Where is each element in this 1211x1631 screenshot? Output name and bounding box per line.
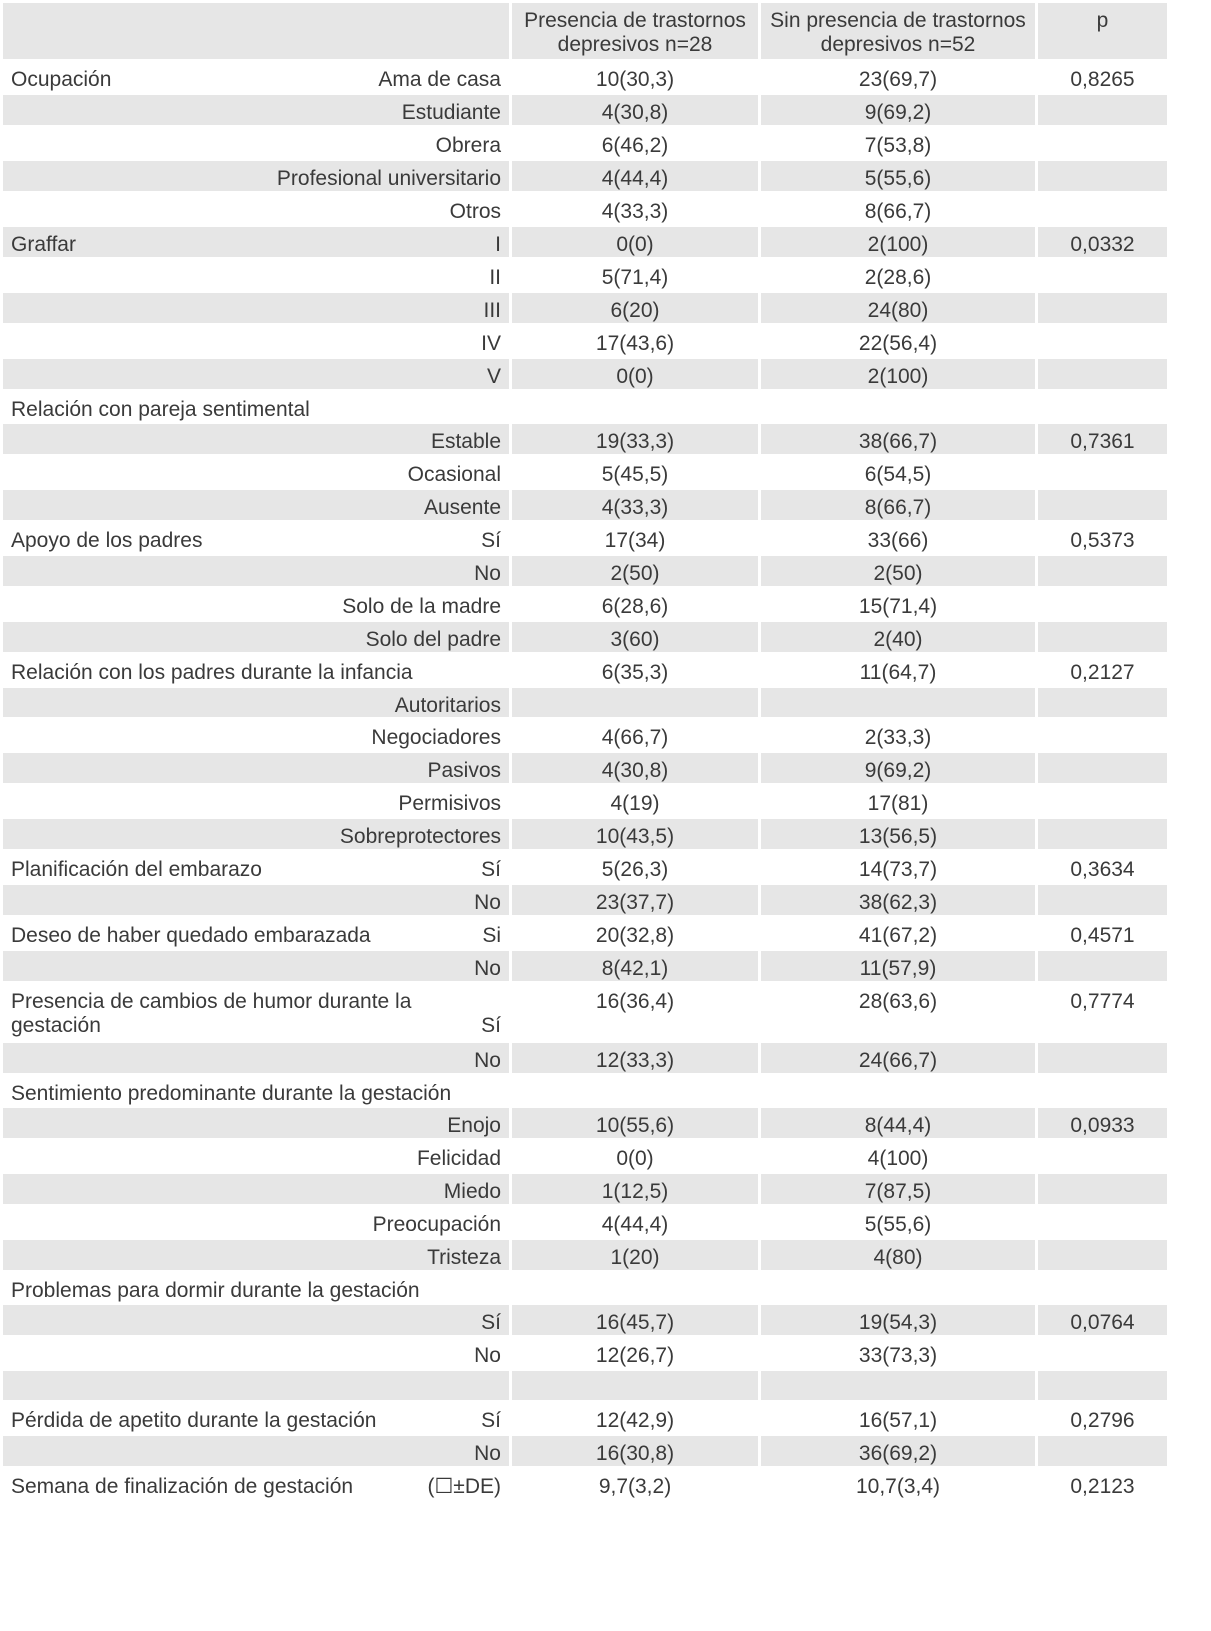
row-label-cell bbox=[3, 1207, 512, 1240]
header-presence: Presencia de trastornos depresivos n=28 bbox=[512, 3, 761, 62]
row-label-cell bbox=[3, 720, 512, 753]
table-row bbox=[3, 720, 1167, 753]
row-label-cell bbox=[3, 951, 512, 984]
presence-value-cell: 12(26,7) bbox=[512, 1338, 761, 1371]
absence-value-cell: 13(56,5) bbox=[761, 819, 1038, 852]
row-category: Deseo de haber quedado embarazada bbox=[11, 924, 371, 947]
row-label-cell bbox=[3, 1108, 512, 1141]
table-row bbox=[3, 457, 1167, 490]
row-label-cell bbox=[3, 1436, 512, 1469]
presence-value-cell: 4(66,7) bbox=[512, 720, 761, 753]
table-row bbox=[3, 326, 1167, 359]
absence-value-cell: 24(66,7) bbox=[761, 1043, 1038, 1076]
presence-value-cell bbox=[512, 1076, 761, 1108]
row-subcategory: No bbox=[474, 1442, 501, 1465]
p-value-cell bbox=[1038, 1338, 1167, 1371]
absence-value-cell bbox=[761, 1076, 1038, 1108]
absence-value-cell: 4(100) bbox=[761, 1141, 1038, 1174]
p-value-cell bbox=[1038, 293, 1167, 326]
row-subcategory: No bbox=[474, 562, 501, 585]
presence-value-cell bbox=[512, 1273, 761, 1305]
table-row bbox=[3, 424, 1167, 457]
row-label-cell bbox=[3, 786, 512, 819]
p-value-cell bbox=[1038, 753, 1167, 786]
p-value-cell: 0,7361 bbox=[1038, 424, 1167, 457]
row-label-cell bbox=[3, 490, 512, 523]
p-value-cell bbox=[1038, 720, 1167, 753]
table-row bbox=[3, 1141, 1167, 1174]
row-label-cell bbox=[3, 753, 512, 786]
presence-value-cell: 5(71,4) bbox=[512, 260, 761, 293]
table-row bbox=[3, 1108, 1167, 1141]
row-label-cell bbox=[3, 622, 512, 655]
header-label bbox=[3, 3, 512, 62]
p-value-cell bbox=[1038, 194, 1167, 227]
row-label-cell bbox=[3, 457, 512, 490]
p-value-cell bbox=[1038, 1273, 1167, 1305]
row-label-cell bbox=[3, 885, 512, 918]
p-value-cell bbox=[1038, 1043, 1167, 1076]
p-value-cell bbox=[1038, 951, 1167, 984]
table-row bbox=[3, 688, 1167, 720]
row-subcategory: Felicidad bbox=[416, 1147, 501, 1170]
p-value-cell bbox=[1038, 885, 1167, 918]
p-value-cell: 0,5373 bbox=[1038, 523, 1167, 556]
table-row bbox=[3, 1076, 1167, 1108]
row-label-cell bbox=[3, 819, 512, 852]
absence-value-cell: 2(50) bbox=[761, 556, 1038, 589]
absence-value-cell: 38(66,7) bbox=[761, 424, 1038, 457]
p-value-cell bbox=[1038, 1371, 1167, 1403]
p-value-cell: 0,0332 bbox=[1038, 227, 1167, 260]
p-value-cell bbox=[1038, 128, 1167, 161]
presence-value-cell: 5(26,3) bbox=[512, 852, 761, 885]
absence-value-cell: 6(54,5) bbox=[761, 457, 1038, 490]
table-row bbox=[3, 490, 1167, 523]
row-subcategory: Enojo bbox=[447, 1114, 501, 1137]
absence-value-cell: 38(62,3) bbox=[761, 885, 1038, 918]
row-subcategory: (☐±DE) bbox=[427, 1475, 501, 1498]
row-label-cell bbox=[3, 1076, 512, 1108]
table-row bbox=[3, 392, 1167, 424]
row-label-cell bbox=[3, 227, 512, 260]
table-row bbox=[3, 589, 1167, 622]
table-row bbox=[3, 786, 1167, 819]
absence-value-cell: 2(100) bbox=[761, 227, 1038, 260]
table-header-row bbox=[3, 3, 1167, 62]
absence-value-cell: 24(80) bbox=[761, 293, 1038, 326]
presence-value-cell: 20(32,8) bbox=[512, 918, 761, 951]
row-subcategory: Otros bbox=[449, 200, 501, 223]
p-value-cell bbox=[1038, 95, 1167, 128]
row-subcategory: II bbox=[489, 266, 501, 289]
presence-value-cell: 19(33,3) bbox=[512, 424, 761, 457]
absence-value-cell: 2(40) bbox=[761, 622, 1038, 655]
row-label-cell bbox=[3, 1141, 512, 1174]
p-value-cell bbox=[1038, 161, 1167, 194]
presence-value-cell: 23(37,7) bbox=[512, 885, 761, 918]
table-row bbox=[3, 753, 1167, 786]
row-label-cell bbox=[3, 293, 512, 326]
p-value-cell: 0,2127 bbox=[1038, 655, 1167, 688]
row-subcategory: Sí bbox=[481, 1014, 501, 1037]
row-label-cell bbox=[3, 1403, 512, 1436]
row-label-cell bbox=[3, 359, 512, 392]
p-value-cell: 0,4571 bbox=[1038, 918, 1167, 951]
absence-value-cell: 11(64,7) bbox=[761, 655, 1038, 688]
absence-value-cell bbox=[761, 1273, 1038, 1305]
table-row bbox=[3, 260, 1167, 293]
absence-value-cell: 17(81) bbox=[761, 786, 1038, 819]
row-subcategory: No bbox=[474, 1049, 501, 1072]
absence-value-cell: 8(66,7) bbox=[761, 194, 1038, 227]
table-row bbox=[3, 885, 1167, 918]
row-label-cell bbox=[3, 392, 512, 424]
row-label-cell bbox=[3, 128, 512, 161]
absence-value-cell: 10,7(3,4) bbox=[761, 1469, 1038, 1502]
presence-value-cell bbox=[512, 1371, 761, 1403]
presence-value-cell: 16(30,8) bbox=[512, 1436, 761, 1469]
row-label-cell bbox=[3, 1338, 512, 1371]
table-row bbox=[3, 1207, 1167, 1240]
absence-value-cell: 9(69,2) bbox=[761, 753, 1038, 786]
p-value-cell bbox=[1038, 490, 1167, 523]
absence-value-cell: 4(80) bbox=[761, 1240, 1038, 1273]
table-row bbox=[3, 1469, 1167, 1502]
absence-value-cell: 8(66,7) bbox=[761, 490, 1038, 523]
row-subcategory: IV bbox=[481, 332, 501, 355]
row-subcategory: Tristeza bbox=[427, 1246, 501, 1269]
row-label-cell bbox=[3, 523, 512, 556]
row-subcategory: Si bbox=[482, 924, 501, 947]
presence-value-cell: 4(19) bbox=[512, 786, 761, 819]
absence-value-cell: 19(54,3) bbox=[761, 1305, 1038, 1338]
p-value-cell bbox=[1038, 1174, 1167, 1207]
table-row bbox=[3, 1043, 1167, 1076]
presence-value-cell bbox=[512, 688, 761, 720]
row-label-cell bbox=[3, 984, 512, 1043]
table-row bbox=[3, 852, 1167, 885]
presence-value-cell: 1(20) bbox=[512, 1240, 761, 1273]
table-row bbox=[3, 1436, 1167, 1469]
p-value-cell bbox=[1038, 359, 1167, 392]
table-row bbox=[3, 655, 1167, 688]
presence-value-cell: 10(43,5) bbox=[512, 819, 761, 852]
p-value-cell: 0,0764 bbox=[1038, 1305, 1167, 1338]
absence-value-cell bbox=[761, 1371, 1038, 1403]
presence-value-cell: 4(33,3) bbox=[512, 490, 761, 523]
absence-value-cell: 36(69,2) bbox=[761, 1436, 1038, 1469]
row-category: Problemas para dormir durante la gestación bbox=[11, 1279, 420, 1302]
p-value-cell bbox=[1038, 260, 1167, 293]
absence-value-cell bbox=[761, 392, 1038, 424]
row-label-cell bbox=[3, 1240, 512, 1273]
row-subcategory: Ama de casa bbox=[378, 68, 501, 91]
presence-value-cell: 1(12,5) bbox=[512, 1174, 761, 1207]
table-row bbox=[3, 1240, 1167, 1273]
table-row bbox=[3, 95, 1167, 128]
row-label-cell bbox=[3, 1174, 512, 1207]
row-label-cell bbox=[3, 161, 512, 194]
p-value-cell bbox=[1038, 326, 1167, 359]
absence-value-cell: 41(67,2) bbox=[761, 918, 1038, 951]
table-row bbox=[3, 161, 1167, 194]
row-label-cell bbox=[3, 1469, 512, 1502]
p-value-cell bbox=[1038, 1141, 1167, 1174]
absence-value-cell: 23(69,7) bbox=[761, 62, 1038, 95]
row-subcategory: Sí bbox=[481, 1311, 501, 1334]
presence-value-cell bbox=[512, 392, 761, 424]
presence-value-cell: 0(0) bbox=[512, 359, 761, 392]
p-value-cell bbox=[1038, 819, 1167, 852]
p-value-cell: 0,2123 bbox=[1038, 1469, 1167, 1502]
row-category: Ocupación bbox=[11, 68, 112, 91]
absence-value-cell: 11(57,9) bbox=[761, 951, 1038, 984]
row-label-cell bbox=[3, 852, 512, 885]
p-value-cell bbox=[1038, 392, 1167, 424]
table-row bbox=[3, 1174, 1167, 1207]
row-label-cell bbox=[3, 194, 512, 227]
table-row bbox=[3, 951, 1167, 984]
absence-value-cell: 2(28,6) bbox=[761, 260, 1038, 293]
row-subcategory: V bbox=[486, 365, 501, 388]
row-label-cell bbox=[3, 424, 512, 457]
presence-value-cell: 4(30,8) bbox=[512, 753, 761, 786]
absence-value-cell: 7(87,5) bbox=[761, 1174, 1038, 1207]
header-absence: Sin presencia de trastornos depresivos n=52 bbox=[761, 3, 1038, 62]
table-body bbox=[3, 3, 1167, 1502]
row-subcategory: Sí bbox=[481, 529, 501, 552]
p-value-cell bbox=[1038, 589, 1167, 622]
presence-value-cell: 8(42,1) bbox=[512, 951, 761, 984]
row-category: Apoyo de los padres bbox=[11, 529, 203, 552]
table-row bbox=[3, 359, 1167, 392]
table-row bbox=[3, 128, 1167, 161]
row-subcategory: Sobreprotectores bbox=[339, 825, 501, 848]
p-value-cell: 0,3634 bbox=[1038, 852, 1167, 885]
absence-value-cell: 15(71,4) bbox=[761, 589, 1038, 622]
presence-value-cell: 6(46,2) bbox=[512, 128, 761, 161]
p-value-cell bbox=[1038, 1240, 1167, 1273]
presence-value-cell: 2(50) bbox=[512, 556, 761, 589]
table-row bbox=[3, 984, 1167, 1043]
p-value-cell bbox=[1038, 688, 1167, 720]
row-label-cell bbox=[3, 326, 512, 359]
p-value-cell bbox=[1038, 1076, 1167, 1108]
row-subcategory: No bbox=[474, 957, 501, 980]
row-label-cell bbox=[3, 1305, 512, 1338]
absence-value-cell: 33(66) bbox=[761, 523, 1038, 556]
row-subcategory: Sí bbox=[481, 1409, 501, 1432]
absence-value-cell: 5(55,6) bbox=[761, 161, 1038, 194]
p-value-cell: 0,2796 bbox=[1038, 1403, 1167, 1436]
absence-value-cell: 2(100) bbox=[761, 359, 1038, 392]
presence-value-cell: 10(30,3) bbox=[512, 62, 761, 95]
presence-value-cell: 12(42,9) bbox=[512, 1403, 761, 1436]
row-label-cell bbox=[3, 95, 512, 128]
presence-value-cell: 4(30,8) bbox=[512, 95, 761, 128]
row-subcategory: Sí bbox=[481, 858, 501, 881]
table-row bbox=[3, 1403, 1167, 1436]
row-subcategory: No bbox=[474, 891, 501, 914]
p-value-cell bbox=[1038, 786, 1167, 819]
absence-value-cell: 8(44,4) bbox=[761, 1108, 1038, 1141]
row-subcategory: Preocupación bbox=[372, 1213, 501, 1236]
presence-value-cell: 6(28,6) bbox=[512, 589, 761, 622]
row-label-cell bbox=[3, 1043, 512, 1076]
presence-value-cell: 4(44,4) bbox=[512, 161, 761, 194]
table-row bbox=[3, 622, 1167, 655]
row-category: Pérdida de apetito durante la gestación bbox=[11, 1409, 377, 1432]
absence-value-cell: 2(33,3) bbox=[761, 720, 1038, 753]
p-value-cell: 0,0933 bbox=[1038, 1108, 1167, 1141]
presence-value-cell: 17(43,6) bbox=[512, 326, 761, 359]
table-row bbox=[3, 194, 1167, 227]
presence-value-cell: 6(35,3) bbox=[512, 655, 761, 688]
row-subcategory: Ausente bbox=[423, 496, 501, 519]
presence-value-cell: 9,7(3,2) bbox=[512, 1469, 761, 1502]
presence-value-cell: 0(0) bbox=[512, 227, 761, 260]
p-value-cell bbox=[1038, 1436, 1167, 1469]
row-subcategory: Solo del padre bbox=[365, 628, 501, 651]
row-category: Relación con pareja sentimental bbox=[11, 398, 310, 421]
row-subcategory: Estudiante bbox=[401, 101, 501, 124]
data-table bbox=[3, 3, 1167, 1502]
absence-value-cell: 33(73,3) bbox=[761, 1338, 1038, 1371]
row-subcategory: Permisivos bbox=[398, 792, 501, 815]
presence-value-cell: 5(45,5) bbox=[512, 457, 761, 490]
row-category: Sentimiento predominante durante la gestación bbox=[11, 1082, 452, 1105]
row-label-cell bbox=[3, 62, 512, 95]
row-label-cell bbox=[3, 1371, 512, 1403]
presence-value-cell: 0(0) bbox=[512, 1141, 761, 1174]
presence-value-cell: 16(45,7) bbox=[512, 1305, 761, 1338]
row-label-cell bbox=[3, 260, 512, 293]
row-label-cell bbox=[3, 1273, 512, 1305]
row-category: Semana de finalización de gestación bbox=[11, 1475, 354, 1498]
row-subcategory: Obrera bbox=[435, 134, 501, 157]
table-row bbox=[3, 1305, 1167, 1338]
row-subcategory: Miedo bbox=[443, 1180, 501, 1203]
table-row bbox=[3, 1273, 1167, 1305]
absence-value-cell: 22(56,4) bbox=[761, 326, 1038, 359]
row-category: Presencia de cambios de humor durante la gestación bbox=[11, 990, 412, 1037]
presence-value-cell: 17(34) bbox=[512, 523, 761, 556]
table-row bbox=[3, 227, 1167, 260]
presence-value-cell: 4(33,3) bbox=[512, 194, 761, 227]
presence-value-cell: 3(60) bbox=[512, 622, 761, 655]
row-subcategory: Profesional universitario bbox=[276, 167, 501, 190]
row-category: Planificación del embarazo bbox=[11, 858, 262, 881]
absence-value-cell: 14(73,7) bbox=[761, 852, 1038, 885]
presence-value-cell: 12(33,3) bbox=[512, 1043, 761, 1076]
presence-value-cell: 6(20) bbox=[512, 293, 761, 326]
row-subcategory: Solo de la madre bbox=[342, 595, 501, 618]
row-subcategory: Pasivos bbox=[427, 759, 501, 782]
row-subcategory: Negociadores bbox=[371, 726, 501, 749]
row-subcategory: Estable bbox=[430, 430, 501, 453]
absence-value-cell: 16(57,1) bbox=[761, 1403, 1038, 1436]
table-row bbox=[3, 1371, 1167, 1403]
row-label-cell bbox=[3, 556, 512, 589]
table-row bbox=[3, 819, 1167, 852]
absence-value-cell bbox=[761, 688, 1038, 720]
table-row bbox=[3, 62, 1167, 95]
table-row bbox=[3, 523, 1167, 556]
presence-value-cell: 10(55,6) bbox=[512, 1108, 761, 1141]
row-category: Relación con los padres durante la infancia bbox=[11, 661, 413, 684]
row-subcategory: I bbox=[495, 233, 501, 256]
row-subcategory: Ocasional bbox=[407, 463, 501, 486]
p-value-cell bbox=[1038, 622, 1167, 655]
row-label-cell bbox=[3, 688, 512, 720]
row-label-cell bbox=[3, 655, 512, 688]
table-row bbox=[3, 918, 1167, 951]
absence-value-cell: 5(55,6) bbox=[761, 1207, 1038, 1240]
p-value-cell bbox=[1038, 1207, 1167, 1240]
absence-value-cell: 7(53,8) bbox=[761, 128, 1038, 161]
row-subcategory: No bbox=[474, 1344, 501, 1367]
p-value-cell bbox=[1038, 457, 1167, 490]
row-label-cell bbox=[3, 589, 512, 622]
table-row bbox=[3, 1338, 1167, 1371]
p-value-cell: 0,7774 bbox=[1038, 984, 1167, 1043]
presence-value-cell: 4(44,4) bbox=[512, 1207, 761, 1240]
row-subcategory: Autoritarios bbox=[394, 694, 501, 717]
row-category: Graffar bbox=[11, 233, 76, 256]
presence-value-cell: 16(36,4) bbox=[512, 984, 761, 1043]
p-value-cell: 0,8265 bbox=[1038, 62, 1167, 95]
header-p: p bbox=[1038, 3, 1167, 62]
p-value-cell bbox=[1038, 556, 1167, 589]
absence-value-cell: 9(69,2) bbox=[761, 95, 1038, 128]
row-subcategory: III bbox=[483, 299, 501, 322]
row-label-cell bbox=[3, 918, 512, 951]
table-row bbox=[3, 293, 1167, 326]
table-row bbox=[3, 556, 1167, 589]
absence-value-cell: 28(63,6) bbox=[761, 984, 1038, 1043]
